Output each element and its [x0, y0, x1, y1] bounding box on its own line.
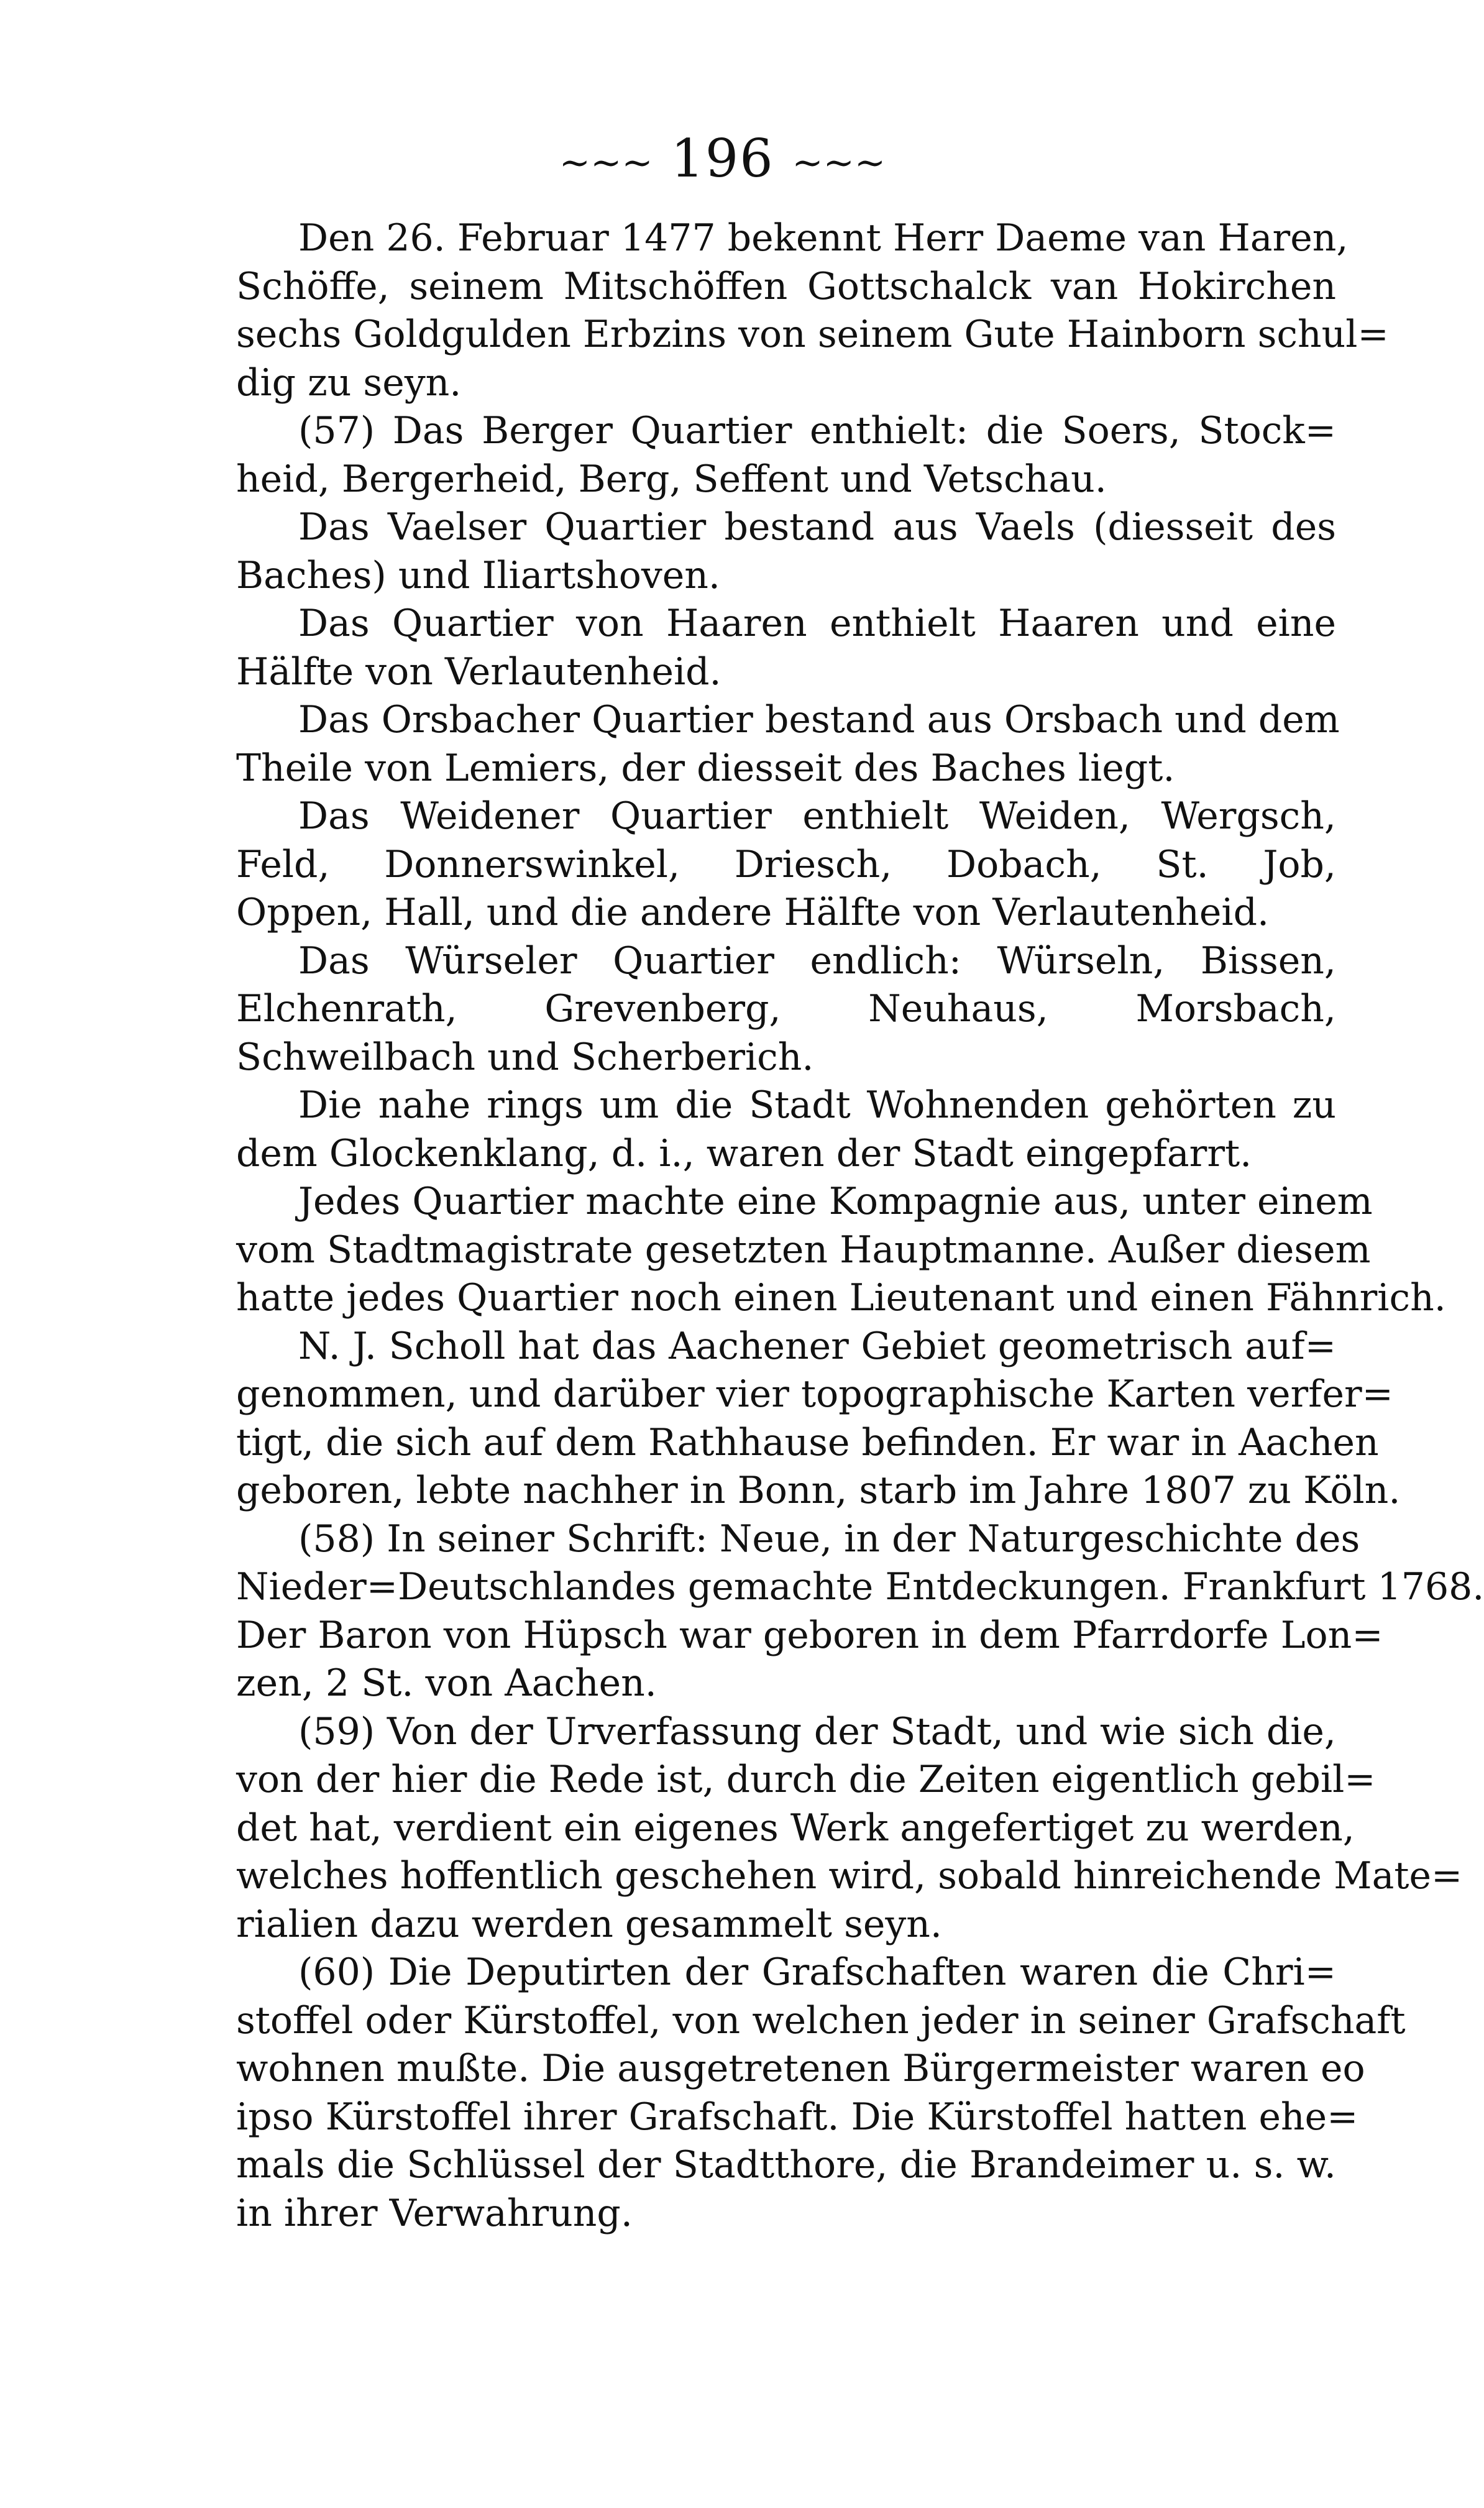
text-line: Feld, Donnerswinkel, Driesch, Dobach, St. Job,: [236, 842, 1336, 886]
body-text: [236, 214, 1484, 2238]
text-line: Das Vaelser Quartier bestand aus Vaels (diesseit des: [298, 505, 1336, 549]
text-line: tigt, die sich auf dem Rathhause befinden. Er war in Aachen: [236, 1420, 1379, 1464]
text-line: Jedes Quartier machte eine Kompagnie aus, unter einem: [298, 1180, 1373, 1223]
text-line: dig zu seyn.: [236, 361, 462, 405]
text-line: zen, 2 St. von Aachen.: [236, 1661, 657, 1705]
text-line: Elchenrath, Grevenberg, Neuhaus, Morsbach,: [236, 987, 1336, 1031]
text-line: stoffel oder Kürstoffel, von welchen jeder in seiner Grafschaft: [236, 1998, 1406, 2042]
text-line: Schweilbach und Scherberich.: [236, 1035, 814, 1079]
text-line: hatte jedes Quartier noch einen Lieutenant und einen Fähnrich.: [236, 1276, 1446, 1320]
text-line: Nieder=Deutschlandes gemachte Entdeckungen. Frankfurt 1768.: [236, 1565, 1484, 1609]
text-line: in ihrer Verwahrung.: [236, 2191, 633, 2235]
page-header: [0, 124, 1445, 197]
text-line: Den 26. Februar 1477 bekennt Herr Daeme van Haren,: [298, 216, 1349, 260]
text-line: det hat, verdient ein eigenes Werk angefertiget zu werden,: [236, 1806, 1355, 1850]
text-line: Der Baron von Hüpsch war geboren in dem Pfarrdorfe Lon=: [236, 1613, 1383, 1657]
text-line: geboren, lebte nachher in Bonn, starb im Jahre 1807 zu Köln.: [236, 1469, 1401, 1512]
text-line: Theile von Lemiers, der diesseit des Baches liegt.: [236, 746, 1175, 790]
text-line: rialien dazu werden gesammelt seyn.: [236, 1902, 942, 1946]
text-line: Das Quartier von Haaren enthielt Haaren und eine: [298, 602, 1336, 645]
text-line: heid, Bergerheid, Berg, Seffent und Vetschau.: [236, 457, 1107, 501]
text-line: mals die Schlüssel der Stadtthore, die Brandeimer u. s. w.: [236, 2143, 1336, 2187]
text-line: (59) Von der Urverfassung der Stadt, und wie sich die,: [298, 1709, 1336, 1753]
text-line: sechs Goldgulden Erbzins von seinem Gute Hainborn schul=: [236, 313, 1389, 356]
text-line: wohnen mußte. Die ausgetretenen Bürgermeister waren eo: [236, 2047, 1365, 2090]
ornament-left: ~~~: [559, 141, 653, 185]
page-number: 196: [671, 128, 774, 189]
text-line: vom Stadtmagistrate gesetzten Hauptmanne. Außer diesem: [236, 1228, 1371, 1272]
text-line: dem Glockenklang, d. i., waren der Stadt eingepfarrt.: [236, 1131, 1252, 1175]
text-line: (60) Die Deputirten der Grafschaften waren die Chri=: [298, 1950, 1336, 1994]
text-line: Oppen, Hall, und die andere Hälfte von Verlautenheid.: [236, 891, 1270, 934]
ornament-right: ~~~: [792, 141, 886, 185]
text-line: Das Weidener Quartier enthielt Weiden, Wergsch,: [298, 794, 1336, 838]
text-line: Hälfte von Verlautenheid.: [236, 650, 721, 694]
text-line: Schöffe, seinem Mitschöffen Gottschalck van Hokirchen: [236, 264, 1336, 308]
text-line: Das Würseler Quartier endlich: Würseln, Bissen,: [298, 939, 1336, 983]
text-line: ipso Kürstoffel ihrer Grafschaft. Die Kürstoffel hatten ehe=: [236, 2095, 1358, 2139]
text-line: (57) Das Berger Quartier enthielt: die Soers, Stock=: [298, 409, 1336, 452]
text-line: N. J. Scholl hat das Aachener Gebiet geometrisch auf=: [298, 1324, 1336, 1368]
text-line: Baches) und Iliartshoven.: [236, 553, 720, 597]
text-line: Die nahe rings um die Stadt Wohnenden gehörten zu: [298, 1083, 1336, 1127]
text-line: welches hoffentlich geschehen wird, sobald hinreichende Mate=: [236, 1854, 1463, 1898]
text-line: Das Orsbacher Quartier bestand aus Orsbach und dem: [298, 698, 1340, 742]
text-line: von der hier die Rede ist, durch die Zeiten eigentlich gebil=: [236, 1758, 1376, 1801]
text-line: genommen, und darüber vier topographische Karten verfer=: [236, 1372, 1393, 1416]
text-line: (58) In seiner Schrift: Neue, in der Naturgeschichte des: [298, 1517, 1360, 1561]
